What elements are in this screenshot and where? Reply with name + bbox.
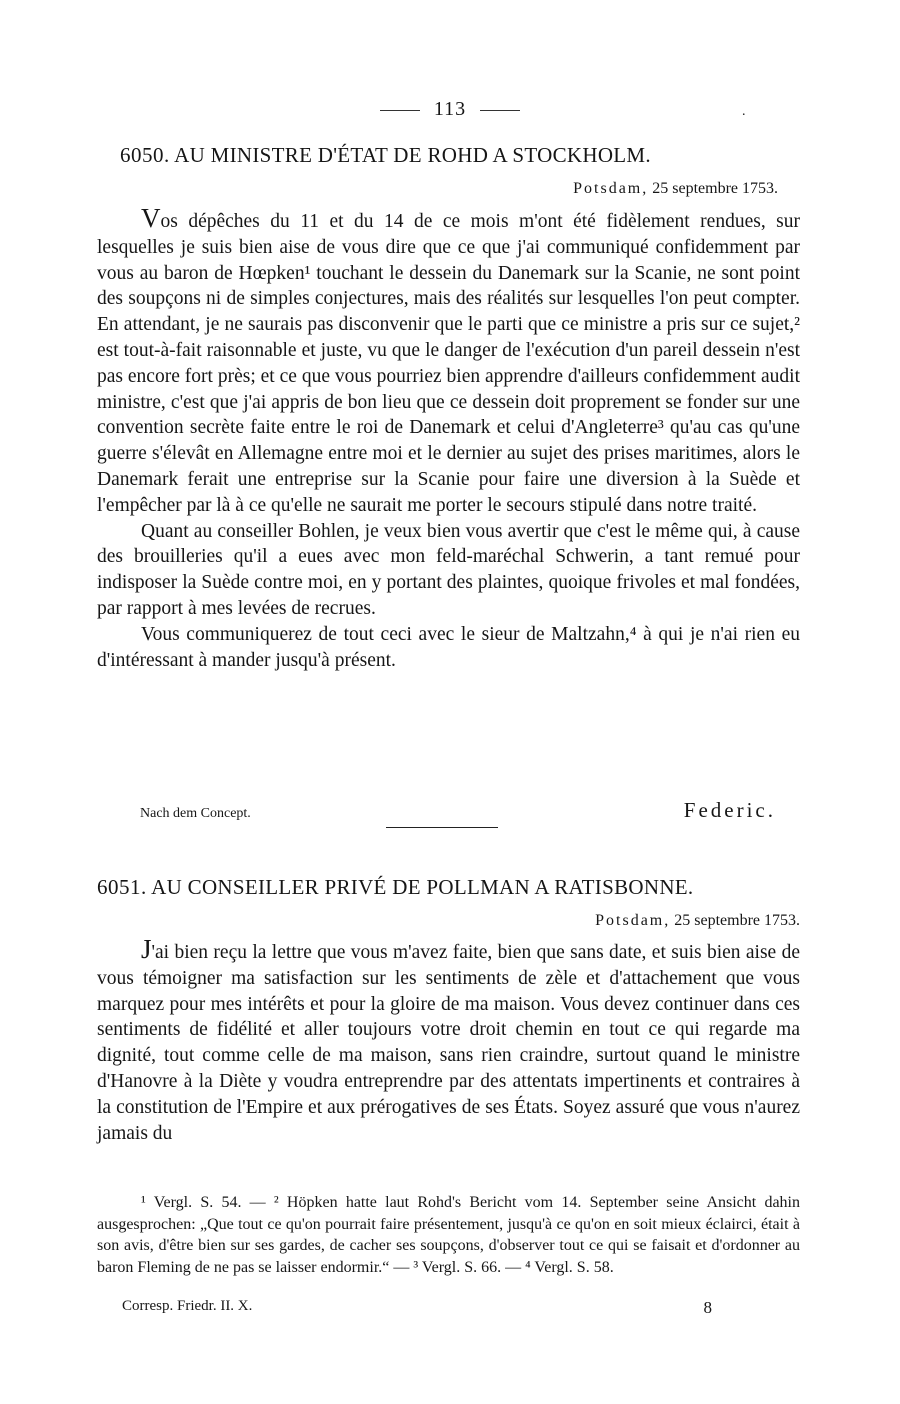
paragraph: Vous communiquerez de tout ceci avec le sieur de Maltzahn,⁴ à qui je n'ai rien eu d'intéressant à mander jusqu'à présent. [97,623,800,671]
page-footer [122,1298,712,1318]
letter-heading-6051 [97,875,777,900]
page-number-text: 113 [433,98,467,120]
letter-separator [386,827,498,828]
dateline-date: 25 septembre 1753. [652,180,778,197]
letter-title: AU MINISTRE D'ÉTAT DE ROHD A STOCKHOLM. [174,143,651,167]
paragraph [97,205,800,519]
source-note: Nach dem Concept. [140,806,251,821]
footnotes [97,1192,800,1278]
drop-cap: J [141,934,152,964]
signature-row-6050 [140,798,776,823]
letter-title: AU CONSEILLER PRIVÉ DE POLLMAN A RATISBONNE. [151,875,694,899]
footer-signature-mark: Corresp. Friedr. II. X. [122,1298,253,1314]
stray-dot: . [742,104,746,119]
footnote-text: ¹ Vergl. S. 54. — ² Höpken hatte laut Rohd's Bericht vom 14. September seine Ansicht dahin ausgesprochen: „Que tout ce qu'on pourrait faire présentement, jusqu'à ce qu'on en soit mieux éclairci, était à son avis, d'être bien sur ses gardes, de cacher ses soupçons, d'observer tout ce qui se faisait et d'ordonner au baron Fleming de ne pas se laisser endormir.“ — ³ Vergl. S. 66. — ⁴ Vergl. S. 58. [97,1194,800,1276]
letter-number: 6051. [97,875,147,899]
dateline-6051 [595,912,800,930]
page-number-dash-left [380,110,420,111]
paragraph [97,936,800,1146]
page-number-dash-right [480,110,520,111]
page-number [0,98,900,121]
dateline-date: 25 septembre 1753. [674,912,800,929]
letter-body-6050 [97,205,800,673]
dateline-6050 [573,180,778,198]
dateline-place: Potsdam, [573,180,649,197]
letter-heading-6050 [120,143,800,168]
signature: Federic. [683,798,776,822]
paragraph-text: 'ai bien reçu la lettre que vous m'avez faite, bien que sans date, et suis bien aise de vous témoigner ma satisfaction sur les sentiments de zèle et d'attachement que vous marquez pour mes intérêts et pour la gloire de ma maison. Vous devez continuer dans ces sentiments de fidélité et aller toujours votre droit chemin en tout ce qui regarde ma dignité, tout comme celle de ma maison, sans rien craindre, surtout quand le ministre d'Hanovre à la Diète y voudra entreprendre par des attentats impertinents et contraires à la constitution de l'Empire et aux prérogatives de ses États. Soyez assuré que vous n'aurez jamais du [97,942,800,1144]
letter-body-6051 [97,936,800,1146]
letter-number: 6050. [120,143,170,167]
sheet-number: 8 [703,1298,712,1317]
dateline-place: Potsdam, [595,912,671,929]
paragraph-text: os dépêches du 11 et du 14 de ce mois m'ont été fidèlement rendues, sur lesquelles je suis bien aise de vous dire que ce que j'ai communiqué confidemment par vous au baron de Hœpken¹ touchant le dessein du Danemark sur la Scanie, ne sont point des soupçons ni de simples conjectures, mais des réalités sur lesquelles l'on peut compter. En attendant, je ne saurais pas disconvenir que le parti que ce ministre a pris sur ce sujet,² est tout-à-fait raisonnable et juste, vu que le danger de l'exécution d'un pareil dessein n'est pas encore fort près; et ce que vous pourriez bien apprendre d'ailleurs confidemment audit ministre, c'est que j'ai appris de bon lieu que ce dessein doit proprement se fonder sur une convention secrète faite entre le roi de Danemark et celui d'Angleterre³ qu'au cas qu'une guerre s'élevât en Allemagne entre moi et le dernier au sujet des prises maritimes, alors le Danemark ferait une entreprise sur la Scanie pour faire une diversion à la Suède et l'empêcher par là à ce qu'elle ne saurait me porter le secours stipulé dans notre traité. [97,211,800,516]
drop-cap: V [141,203,161,233]
paragraph: Quant au conseiller Bohlen, je veux bien vous avertir que c'est le même qui, à cause des brouilleries qu'il a eues avec mon feld-maréchal Schwerin, a tant remué pour indisposer la Suède contre moi, en y portant des plaintes, quoique frivoles et mal fondées, par rapport à mes levées de recrues. [97,520,800,619]
